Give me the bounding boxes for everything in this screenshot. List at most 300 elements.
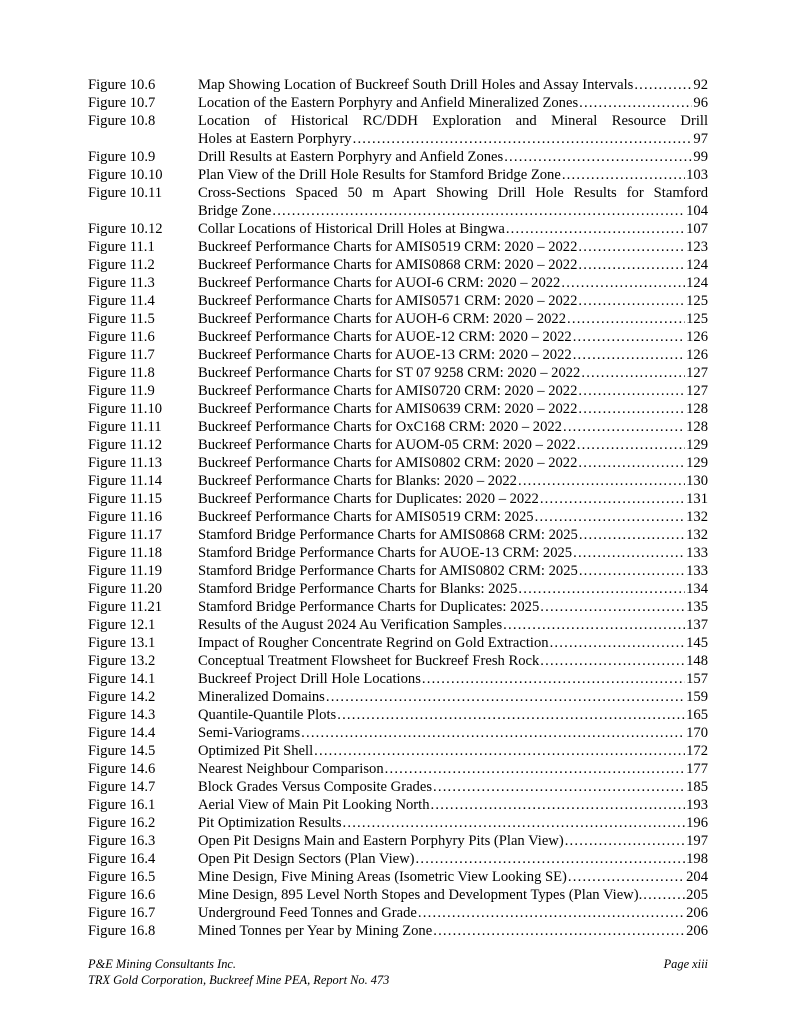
entry-line (198, 832, 708, 850)
page-number: 157 (686, 671, 708, 687)
dot-leader (503, 148, 692, 166)
figure-title: Optimized Pit Shell (198, 743, 314, 759)
entry-body (198, 256, 708, 274)
entry-body (198, 724, 708, 742)
figure-title: Buckreef Performance Charts for AUOE-13 CRM: 2020 – 2022 (198, 347, 572, 363)
figure-number: Figure 14.3 (88, 707, 156, 723)
toc-entry[interactable] (88, 76, 708, 94)
toc-entry[interactable] (88, 94, 708, 112)
entry-body (198, 868, 708, 886)
entry-body (198, 382, 708, 400)
figure-title: Buckreef Performance Charts for AMIS0802 CRM: 2020 – 2022 (198, 455, 578, 471)
toc-entry[interactable] (88, 562, 708, 580)
figure-title: Open Pit Design Sectors (Plan View) (198, 851, 415, 867)
page-number: 129 (686, 437, 708, 453)
figure-title: Underground Feed Tonnes and Grade (198, 905, 417, 921)
figure-title: Buckreef Performance Charts for ST 07 9258 CRM: 2020 – 2022 (198, 365, 581, 381)
figure-number: Figure 10.8 (88, 113, 156, 129)
entry-body (198, 490, 708, 508)
entry-body (198, 778, 708, 796)
dot-leader (432, 922, 685, 940)
entry-line (198, 670, 708, 688)
figure-number: Figure 11.8 (88, 365, 155, 381)
figure-number: Figure 11.16 (88, 509, 163, 525)
entry-line (198, 364, 708, 382)
figure-number: Figure 11.14 (88, 473, 163, 489)
toc-entry[interactable] (88, 616, 708, 634)
figure-number: Figure 10.11 (88, 185, 163, 201)
entry-body (198, 922, 708, 940)
page-number: 126 (686, 329, 708, 345)
footer-page-number: Page xiii (663, 957, 708, 971)
entry-line (198, 238, 708, 256)
figure-number: Figure 11.10 (88, 401, 163, 417)
entry-line (198, 868, 708, 886)
figure-number: Figure 11.13 (88, 455, 163, 471)
toc-entry[interactable] (88, 148, 708, 166)
entry-line (198, 706, 708, 724)
entry-line (198, 274, 708, 292)
figure-number: Figure 12.1 (88, 617, 156, 633)
entry-line (198, 454, 708, 472)
page-number: 123 (686, 239, 708, 255)
figure-number: Figure 11.6 (88, 329, 155, 345)
entry-line (198, 436, 708, 454)
figure-number: Figure 11.20 (88, 581, 163, 597)
entry-line (198, 544, 708, 562)
page-number: 198 (686, 851, 708, 867)
page-number: 132 (686, 509, 708, 525)
figure-title: Buckreef Performance Charts for AMIS0519 CRM: 2025 (198, 509, 534, 525)
toc-entry[interactable] (88, 238, 708, 256)
page-number: 197 (686, 833, 708, 849)
entry-body (198, 904, 708, 922)
figure-title: Block Grades Versus Composite Grades (198, 779, 433, 795)
entry-body (198, 472, 708, 490)
page-number: 159 (686, 689, 708, 705)
entry-line (198, 742, 708, 760)
figure-number: Figure 11.5 (88, 311, 155, 327)
toc-entry[interactable] (88, 310, 708, 328)
figure-title: Buckreef Performance Charts for OxC168 CRM: 2020 – 2022 (198, 419, 562, 435)
page-number: 205 (686, 887, 708, 903)
toc-entry[interactable] (88, 814, 708, 832)
dot-leader (300, 724, 685, 742)
toc-entry[interactable] (88, 598, 708, 616)
figure-number: Figure 11.21 (88, 599, 163, 615)
entry-body (198, 562, 708, 580)
figure-title: Impact of Rougher Concentrate Regrind on Gold Extraction (198, 635, 549, 651)
entry-line (198, 292, 708, 310)
page-number: 128 (686, 401, 708, 417)
page-number: 96 (693, 95, 708, 111)
page-number: 104 (686, 203, 708, 219)
toc-entry[interactable] (88, 436, 708, 454)
figure-title: Stamford Bridge Performance Charts for Duplicates: 2025 (198, 599, 540, 615)
toc-entry[interactable] (88, 346, 708, 364)
figure-title: Buckreef Performance Charts for AMIS0868 CRM: 2020 – 2022 (198, 257, 578, 273)
entry-body (198, 760, 708, 778)
toc-entry[interactable] (88, 166, 708, 184)
page-number: 196 (686, 815, 708, 831)
dot-leader (567, 868, 685, 886)
entry-body (198, 400, 708, 418)
toc-entry[interactable] (88, 454, 708, 472)
toc-entry[interactable] (88, 778, 708, 796)
page-number: 131 (686, 491, 708, 507)
figure-number: Figure 14.2 (88, 689, 156, 705)
dot-leader (560, 274, 685, 292)
dot-leader (561, 166, 685, 184)
dot-leader (576, 436, 685, 454)
figure-title: Mine Design, Five Mining Areas (Isometric View Looking SE) (198, 869, 567, 885)
entry-body (198, 94, 708, 112)
page-number: 126 (686, 347, 708, 363)
dot-leader (313, 742, 685, 760)
figure-title: Location of the Eastern Porphyry and Anfield Mineralized Zones (198, 95, 579, 111)
figure-number: Figure 10.10 (88, 167, 163, 183)
page-number: 107 (686, 221, 708, 237)
toc-entry[interactable] (88, 832, 708, 850)
figure-number: Figure 14.6 (88, 761, 156, 777)
entry-body (198, 688, 708, 706)
figure-title: Plan View of the Drill Hole Results for Stamford Bridge Zone (198, 167, 561, 183)
entry-line (198, 490, 708, 508)
figure-number: Figure 16.7 (88, 905, 156, 921)
entry-line (198, 796, 708, 814)
toc-entry[interactable] (88, 580, 708, 598)
entry-line (198, 778, 708, 796)
dot-leader (642, 886, 685, 904)
toc-entry[interactable] (88, 328, 708, 346)
figure-title: Stamford Bridge Performance Charts for AMIS0868 CRM: 2025 (198, 527, 578, 543)
toc-entry[interactable] (88, 292, 708, 310)
figure-title: Buckreef Performance Charts for AUOH-6 CRM: 2020 – 2022 (198, 311, 567, 327)
figure-number: Figure 11.7 (88, 347, 155, 363)
page-number: 92 (693, 77, 708, 93)
entry-body (198, 418, 708, 436)
figure-number: Figure 11.4 (88, 293, 155, 309)
dot-leader (578, 562, 685, 580)
dot-leader (577, 238, 685, 256)
dot-leader (564, 832, 685, 850)
entry-body (198, 580, 708, 598)
dot-leader (578, 526, 685, 544)
entry-body (198, 292, 708, 310)
dot-leader (549, 634, 686, 652)
figure-title: Mined Tonnes per Year by Mining Zone (198, 923, 433, 939)
entry-line (198, 382, 708, 400)
entry-body (198, 148, 708, 166)
dot-leader (539, 652, 685, 670)
figure-number: Figure 10.12 (88, 221, 163, 237)
dot-leader (336, 706, 685, 724)
figure-title: Buckreef Performance Charts for AMIS0720 CRM: 2020 – 2022 (198, 383, 578, 399)
entry-line (198, 328, 708, 346)
entry-line (198, 634, 708, 652)
footer-company: P&E Mining Consultants Inc. (88, 957, 236, 971)
dot-leader (415, 850, 686, 868)
figure-number: Figure 16.5 (88, 869, 156, 885)
entry-body (198, 364, 708, 382)
toc-entry[interactable] (88, 706, 708, 724)
page-number: 135 (686, 599, 708, 615)
figure-title: Buckreef Performance Charts for AUOM-05 CRM: 2020 – 2022 (198, 437, 576, 453)
figure-number: Figure 16.2 (88, 815, 156, 831)
page-number: 170 (686, 725, 708, 741)
page-number: 124 (686, 275, 708, 291)
page-number: 206 (686, 923, 708, 939)
toc-entry[interactable] (88, 670, 708, 688)
entry-line (198, 346, 708, 364)
figure-number: Figure 16.4 (88, 851, 156, 867)
figure-title: Open Pit Designs Main and Eastern Porphyry Pits (Plan View) (198, 833, 564, 849)
toc-entry[interactable] (88, 922, 708, 940)
page-footer (88, 956, 708, 988)
figure-number: Figure 11.11 (88, 419, 162, 435)
toc-entry[interactable] (88, 220, 708, 238)
page-number: 125 (686, 311, 708, 327)
dot-leader (432, 778, 685, 796)
figure-number: Figure 11.18 (88, 545, 163, 561)
entry-line (198, 94, 708, 112)
figure-title-first-line: Location of Historical RC/DDH Exploration and Mineral Resource Drill (198, 113, 708, 129)
figure-title: Stamford Bridge Performance Charts for Blanks: 2025 (198, 581, 518, 597)
page-number: 99 (693, 149, 708, 165)
page-number: 127 (686, 365, 708, 381)
entry-line (198, 526, 708, 544)
page-number: 103 (686, 167, 708, 183)
figure-number: Figure 13.1 (88, 635, 156, 651)
figure-number: Figure 11.9 (88, 383, 155, 399)
figure-number: Figure 14.1 (88, 671, 156, 687)
figure-number: Figure 11.1 (88, 239, 155, 255)
page-number: 127 (686, 383, 708, 399)
dot-leader (577, 454, 685, 472)
dot-leader (539, 490, 685, 508)
toc-entry[interactable] (88, 742, 708, 760)
dot-leader (352, 130, 693, 148)
figure-title: Mineralized Domains (198, 689, 325, 705)
entry-line (198, 688, 708, 706)
entry-line (198, 256, 708, 274)
figure-number: Figure 16.6 (88, 887, 156, 903)
figure-title: Buckreef Performance Charts for AMIS0571 CRM: 2020 – 2022 (198, 293, 578, 309)
toc-entry[interactable] (88, 508, 708, 526)
figure-title: Buckreef Performance Charts for Blanks: 2020 – 2022 (198, 473, 517, 489)
figure-title-first-line: Cross-Sections Spaced 50 m Apart Showing Drill Hole Results for Stamford (198, 185, 708, 201)
entry-line (198, 220, 708, 238)
list-of-figures (88, 76, 708, 940)
figure-title: Quantile-Quantile Plots (198, 707, 337, 723)
figure-number: Figure 14.7 (88, 779, 156, 795)
toc-entry[interactable] (88, 382, 708, 400)
figure-title: Semi-Variograms (198, 725, 301, 741)
figure-number: Figure 16.8 (88, 923, 156, 939)
dot-leader (505, 220, 685, 238)
entry-body (198, 526, 708, 544)
dot-leader (502, 616, 685, 634)
dot-leader (271, 202, 685, 220)
page-number: 177 (686, 761, 708, 777)
page-number: 124 (686, 257, 708, 273)
entry-body (198, 742, 708, 760)
toc-entry[interactable] (88, 652, 708, 670)
figure-title: Results of the August 2024 Au Verification Samples (198, 617, 503, 633)
page-number: 130 (686, 473, 708, 489)
figure-title: Mine Design, 895 Level North Stopes and Development Types (Plan View). (198, 887, 643, 903)
dot-leader (577, 292, 685, 310)
dot-leader (572, 346, 685, 364)
entry-body (198, 634, 708, 652)
entry-body (198, 508, 708, 526)
toc-entry[interactable] (88, 490, 708, 508)
toc-entry[interactable] (88, 886, 708, 904)
entry-line (198, 760, 708, 778)
figure-title: Buckreef Performance Charts for AMIS0639 CRM: 2020 – 2022 (198, 401, 578, 417)
figure-title: Stamford Bridge Performance Charts for AUOE-13 CRM: 2025 (198, 545, 573, 561)
entry-line (198, 508, 708, 526)
entry-line (198, 148, 708, 166)
toc-entry[interactable] (88, 868, 708, 886)
page-number: 128 (686, 419, 708, 435)
dot-leader (566, 310, 685, 328)
entry-line (198, 562, 708, 580)
page-number: 129 (686, 455, 708, 471)
figure-number: Figure 11.17 (88, 527, 163, 543)
entry-line (198, 922, 708, 940)
figure-title: Buckreef Project Drill Hole Locations (198, 671, 421, 687)
toc-entry[interactable] (88, 760, 708, 778)
entry-body (198, 310, 708, 328)
toc-entry[interactable] (88, 796, 708, 814)
figure-title: Buckreef Performance Charts for AUOI-6 CRM: 2020 – 2022 (198, 275, 561, 291)
entry-body (198, 616, 708, 634)
toc-entry[interactable] (88, 184, 708, 220)
entry-body (198, 832, 708, 850)
dot-leader (430, 796, 686, 814)
figure-title: Map Showing Location of Buckreef South Drill Holes and Assay Intervals (198, 77, 634, 93)
toc-entry[interactable] (88, 274, 708, 292)
entry-body (198, 112, 708, 148)
figure-number: Figure 14.4 (88, 725, 156, 741)
entry-line (198, 166, 708, 184)
figure-title: Buckreef Performance Charts for AMIS0519 CRM: 2020 – 2022 (198, 239, 578, 255)
dot-leader (577, 400, 685, 418)
figure-number: Figure 16.3 (88, 833, 156, 849)
figure-title: Buckreef Performance Charts for AUOE-12 CRM: 2020 – 2022 (198, 329, 572, 345)
entry-body (198, 796, 708, 814)
figure-title: Nearest Neighbour Comparison (198, 761, 384, 777)
entry-line (198, 886, 708, 904)
entry-line (198, 652, 708, 670)
footer-report: TRX Gold Corporation, Buckreef Mine PEA, Report No. 473 (88, 973, 390, 987)
figure-number: Figure 11.15 (88, 491, 163, 507)
entry-line (198, 580, 708, 598)
page-number: 193 (686, 797, 708, 813)
figure-title: Buckreef Performance Charts for Duplicates: 2020 – 2022 (198, 491, 539, 507)
dot-leader (580, 364, 685, 382)
page-number: 97 (693, 131, 708, 147)
entry-line (198, 904, 708, 922)
entry-body (198, 328, 708, 346)
toc-entry[interactable] (88, 400, 708, 418)
dot-leader (577, 382, 685, 400)
page-number: 172 (686, 743, 708, 759)
page-number: 145 (686, 635, 708, 651)
toc-entry[interactable] (88, 724, 708, 742)
entry-line (198, 616, 708, 634)
page-number: 165 (686, 707, 708, 723)
figure-number: Figure 10.9 (88, 149, 156, 165)
figure-number: Figure 16.1 (88, 797, 156, 813)
entry-body (198, 274, 708, 292)
entry-body (198, 220, 708, 238)
page-number: 133 (686, 563, 708, 579)
toc-entry[interactable] (88, 634, 708, 652)
toc-entry[interactable] (88, 904, 708, 922)
page-number: 204 (686, 869, 708, 885)
dot-leader (421, 670, 685, 688)
entry-line (198, 130, 708, 148)
toc-entry[interactable] (88, 472, 708, 490)
page-number: 185 (686, 779, 708, 795)
dot-leader (384, 760, 685, 778)
figure-number: Figure 10.7 (88, 95, 156, 111)
figure-title: Bridge Zone (198, 203, 272, 219)
toc-entry[interactable] (88, 850, 708, 868)
toc-entry[interactable] (88, 688, 708, 706)
figure-number: Figure 11.2 (88, 257, 155, 273)
figure-number: Figure 14.5 (88, 743, 156, 759)
figure-title: Drill Results at Eastern Porphyry and Anfield Zones (198, 149, 504, 165)
entry-line (198, 472, 708, 490)
toc-entry[interactable] (88, 418, 708, 436)
figure-number: Figure 11.3 (88, 275, 155, 291)
figure-title: Stamford Bridge Performance Charts for AMIS0802 CRM: 2025 (198, 563, 578, 579)
page-number: 125 (686, 293, 708, 309)
entry-body (198, 76, 708, 94)
dot-leader (562, 418, 685, 436)
toc-entry[interactable] (88, 256, 708, 274)
dot-leader (572, 328, 685, 346)
figure-title: Collar Locations of Historical Drill Holes at Bingwa (198, 221, 505, 237)
toc-entry[interactable] (88, 526, 708, 544)
page-number: 206 (686, 905, 708, 921)
entry-body (198, 652, 708, 670)
toc-entry[interactable] (88, 112, 708, 148)
entry-body (198, 850, 708, 868)
entry-body (198, 670, 708, 688)
page-number: 134 (686, 581, 708, 597)
dot-leader (517, 472, 685, 490)
entry-body (198, 814, 708, 832)
entry-body (198, 346, 708, 364)
entry-line (198, 598, 708, 616)
entry-body (198, 598, 708, 616)
dot-leader (633, 76, 692, 94)
entry-body (198, 886, 708, 904)
dot-leader (417, 904, 685, 922)
entry-line (198, 418, 708, 436)
page-number: 148 (686, 653, 708, 669)
figure-title: Pit Optimization Results (198, 815, 342, 831)
figure-title: Conceptual Treatment Flowsheet for Buckreef Fresh Rock (198, 653, 540, 669)
toc-entry[interactable] (88, 364, 708, 382)
toc-entry[interactable] (88, 544, 708, 562)
entry-body (198, 166, 708, 184)
page-number: 132 (686, 527, 708, 543)
